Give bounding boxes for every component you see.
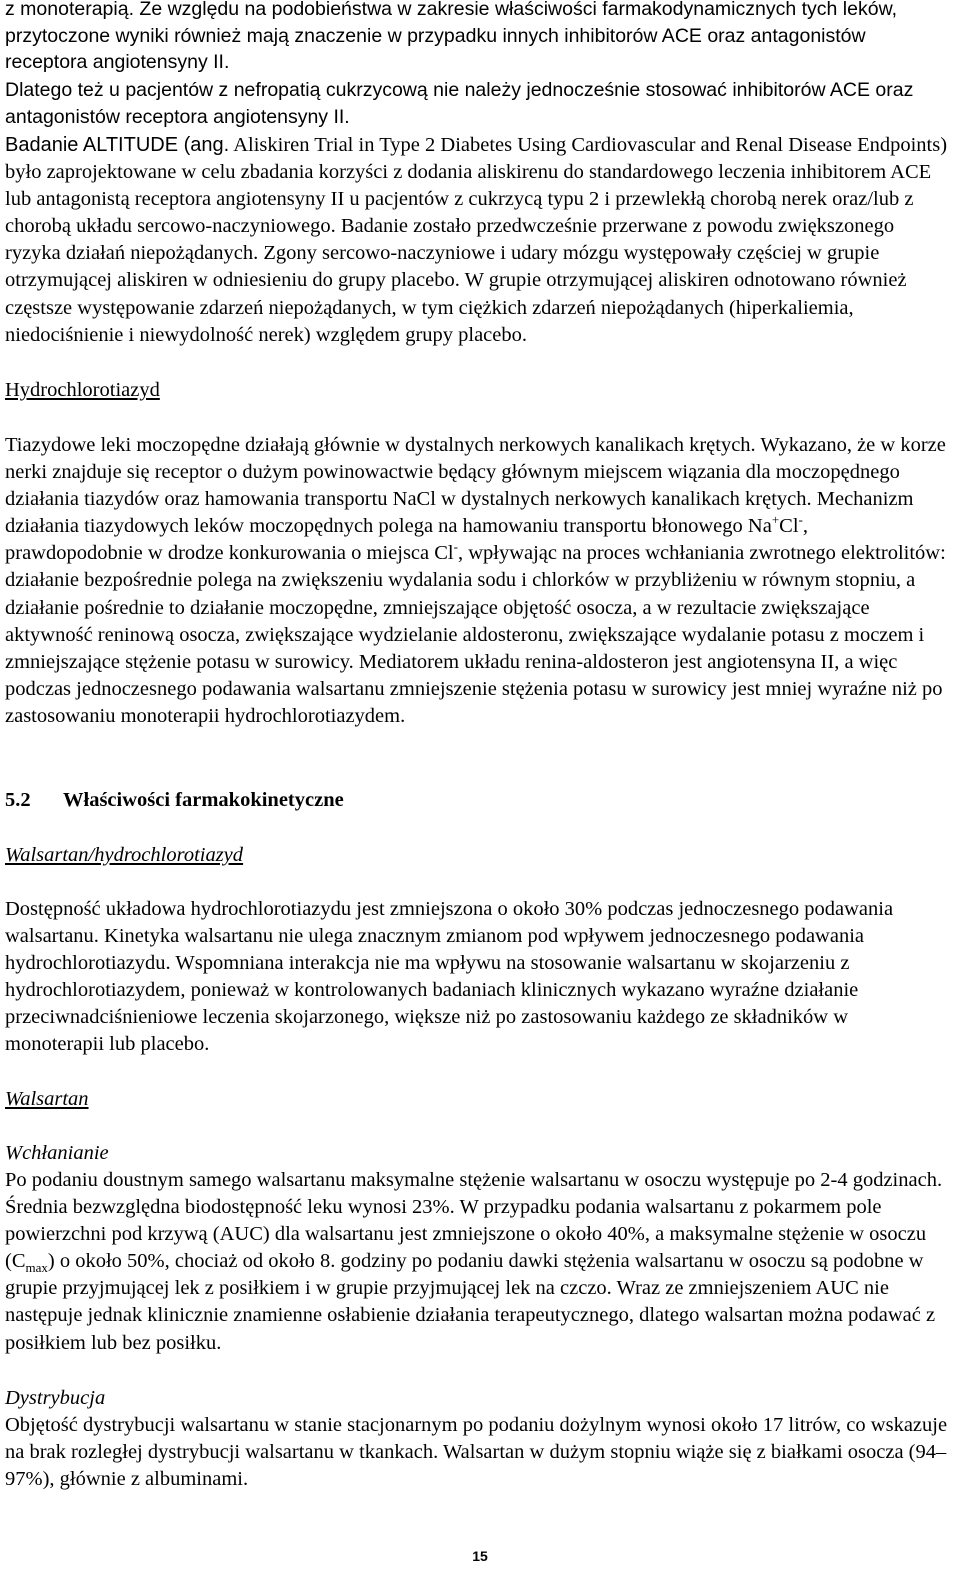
valsartan-heading: Walsartan (5, 1088, 89, 1110)
absorption-paragraph (5, 1167, 950, 1357)
nephropathy-paragraph (5, 77, 950, 130)
combo-text: Dostępność układowa hydrochlorotiazydu jest zmniejszona o około 30% podczas jednoczesnego podawania walsartanu. Kinetyka walsartanu nie ulega znacznym zmianom pod wpływem jednoczesnego podawania hydrochlorotiazydu. Wspomniana interakcja nie ma wpływu na stosowanie walsartanu w skojarzeniu z hydrochlorotiazydem, ponieważ w kontrolowanych badaniach klinicznych wykazano wyraźne działanie przeciwnadciśnieniowe leczenia skojarzonego, większe niż po zastosowaniu każdego ze składników w monoterapii lub placebo. (5, 898, 894, 1056)
combo-paragraph (5, 896, 950, 1059)
distribution-heading: Dystrybucja (5, 1387, 106, 1409)
hctz-text-1: Tiazydowe leki moczopędne działają głównie w dystalnych nerkowych kanalikach krętych. Wykazano, że w korze nerki znajduje się receptor o dużym powinowactwie będący głównym miejscem wiązania dla moczopędnego działania tiazydów oraz hamowania transportu NaCl w dystalnych nerkowych kanalikach krętych. Mechanizm działania tiazydowych leków moczopędnych polega na hamowaniu transportu błonowego Na (5, 434, 946, 538)
section-title: Właściwości farmakokinetyczne (63, 789, 344, 811)
section-number: 5.2 (5, 789, 31, 811)
na-superscript: + (771, 512, 780, 528)
intro-text-1: z monoterapią. Ze względu na podobieństwa w zakresie właściwości farmakodynamicznych tych leków, przytoczone wyniki również mają znaczenie w przypadku innych inhibitorów ACE oraz antagonistów receptora angiotensyny II. (5, 0, 897, 73)
cl-superscript-2: - (453, 539, 458, 555)
distribution-text: Objętość dystrybucji walsartanu w stanie stacjonarnym po podaniu dożylnym wynosi około 17 litrów, co wskazuje na brak rozległej dystrybucji walsartanu w tkankach. Walsartan w dużym stopniu wiąże się z białkami osocza (94–97%), głównie z albuminami. (5, 1414, 948, 1491)
intro-paragraph (5, 0, 950, 76)
absorption-text-1: Po podaniu doustnym samego walsartanu maksymalne stężenie walsartanu w osoczu występuje po 2-4 godzinach. Średnia bezwzględna biodostępność leku wynosi 23%. W przypadku podania walsartanu z pokarmem pole powierzchni pod krzywą (AUC) dla walsartanu jest zmniejszone o około 40%, a maksymalne stężenie w osoczu (C (5, 1169, 943, 1273)
absorption-text-2: ) o około 50%, chociaż od około 8. godziny po podaniu dawki stężenia walsartanu w osoczu są podobne w grupie przyjmującej lek z posiłkiem i w grupie przyjmującej lek na czczo. Wraz ze zmniejszeniem AUC nie następuje jednak klinicznie znamienne osłabienie działania terapeutycznego, dlatego walsartan można podawać z posiłkiem lub bez posiłku. (5, 1250, 936, 1354)
hctz-text-2: Cl (779, 515, 799, 538)
section-heading-5-2 (5, 787, 344, 814)
cl-superscript: - (798, 512, 803, 528)
altitude-lead: Badanie ALTITUDE (ang. (5, 134, 230, 156)
combo-heading: Walsartan/hydrochlorotiazyd (5, 844, 244, 866)
altitude-paragraph (5, 132, 950, 349)
absorption-heading: Wchłanianie (5, 1142, 109, 1164)
page-number: 15 (472, 1548, 488, 1564)
hctz-text-4: , wpływając na proces wchłaniania zwrotnego elektrolitów: działanie bezpośrednie polega na zwiększeniu wydalania sodu i chlorków w przybliżeniu w równym stopniu, a działanie pośrednie to działanie moczopędne, zmniejszające objętość osocza, a w rezultacie zwiększające aktywność reninową osocza, zwiększające wydzielanie aldosteronu, zwiększające wydalanie potasu z moczem i zmniejszające stężenie potasu w surowicy. Mediatorem układu renina-aldosteron jest angiotensyna II, a więc podczas jednoczesnego podawania walsartanu zmniejszenie stężenia potasu w surowicy jest mniej wyraźne niż po zastosowaniu monoterapii hydrochlorotiazydem. (5, 542, 946, 727)
hctz-text-3: , prawdopodobnie w drodze konkurowania o miejsca Cl (5, 515, 808, 565)
intro-text-2: Dlatego też u pacjentów z nefropatią cukrzycową nie należy jednocześnie stosować inhibitorów ACE oraz antagonistów receptora angiotensyny II. (5, 79, 914, 128)
hctz-paragraph (5, 432, 950, 730)
altitude-text: Aliskiren Trial in Type 2 Diabetes Using Cardiovascular and Renal Disease Endpoints) było zaprojektowane w celu zbadania korzyści z dodania aliskirenu do standardowego leczenia inhibitorem ACE lub antagonistą receptora angiotensyny II u pacjentów z cukrzycą typu 2 i przewlekłą chorobą nerek oraz/lub z chorobą układu sercowo-naczyniowego. Badanie zostało przedwcześnie przerwane z powodu zwiększonego ryzyka działań niepożądanych. Zgony sercowo-naczyniowe i udary mózgu występowały częściej w grupie otrzymującej aliskiren w odniesieniu do grupy placebo. W grupie otrzymującej aliskiren odnotowano również częstsze występowanie zdarzeń niepożądanych, w tym ciężkich zdarzeń niepożądanych (hiperkaliemia, niedociśnienie i niewydolność nerek) względem grupy placebo. (5, 134, 948, 346)
hctz-heading: Hydrochlorotiazyd (5, 379, 160, 401)
cmax-subscript: max (25, 1260, 48, 1276)
distribution-paragraph (5, 1412, 950, 1493)
